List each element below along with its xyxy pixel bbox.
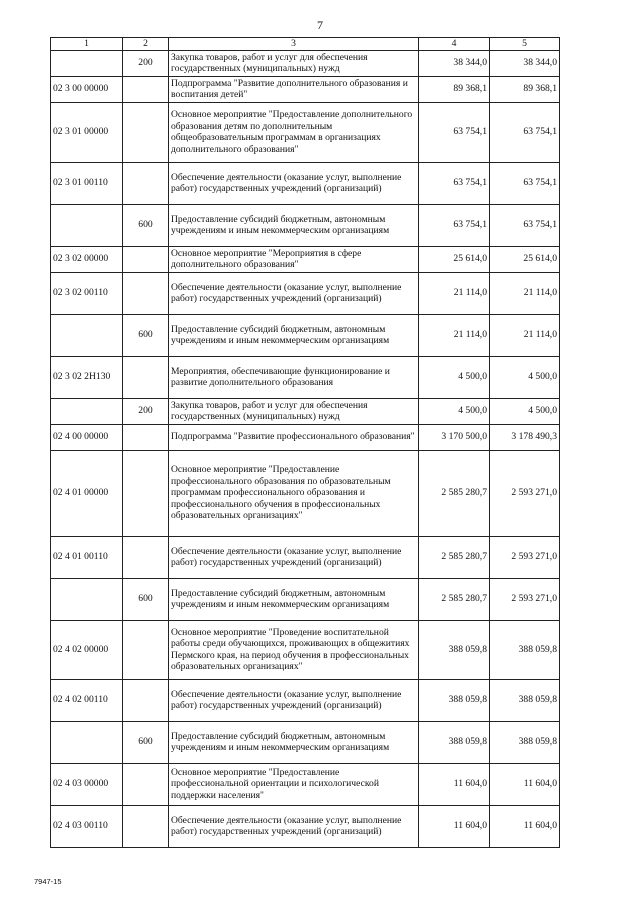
- row-amount-2: 21 114,0: [490, 314, 560, 356]
- row-code: 02 4 01 00000: [51, 450, 123, 536]
- row-name: Подпрограмма "Развитие дополнительного образования и воспитания детей": [169, 76, 419, 102]
- row-amount-1: 388 059,8: [419, 721, 490, 763]
- table-row: [51, 721, 560, 763]
- row-code: 02 3 01 00000: [51, 102, 123, 162]
- row-code: [51, 398, 123, 424]
- row-code: 02 4 01 00110: [51, 536, 123, 578]
- page-number: 7: [317, 18, 323, 32]
- row-amount-2: 4 500,0: [490, 356, 560, 398]
- row-amount-1: 21 114,0: [419, 272, 490, 314]
- table-row: [51, 102, 560, 162]
- row-amount-1: 3 170 500,0: [419, 424, 490, 450]
- row-name: Предоставление субсидий бюджетным, автономным учреждениям и иным некоммерческим организациям: [169, 314, 419, 356]
- row-amount-1: 11 604,0: [419, 763, 490, 805]
- row-amount-1: 38 344,0: [419, 50, 490, 76]
- row-expense-type: [123, 620, 169, 679]
- row-amount-2: 388 059,8: [490, 679, 560, 721]
- row-name: Мероприятия, обеспечивающие функционирование и развитие дополнительного образования: [169, 356, 419, 398]
- row-amount-2: 3 178 490,3: [490, 424, 560, 450]
- row-name: Обеспечение деятельности (оказание услуг, выполнение работ) государственных учреждений (организаций): [169, 272, 419, 314]
- row-expense-type: [123, 102, 169, 162]
- row-amount-1: 4 500,0: [419, 356, 490, 398]
- table-row: [51, 314, 560, 356]
- row-code: 02 4 02 00110: [51, 679, 123, 721]
- row-amount-1: 63 754,1: [419, 204, 490, 246]
- row-amount-2: 2 593 271,0: [490, 450, 560, 536]
- row-code: 02 4 02 00000: [51, 620, 123, 679]
- row-name: Обеспечение деятельности (оказание услуг, выполнение работ) государственных учреждений (организаций): [169, 162, 419, 204]
- row-amount-2: 4 500,0: [490, 398, 560, 424]
- row-amount-2: 11 604,0: [490, 763, 560, 805]
- row-name: Обеспечение деятельности (оказание услуг, выполнение работ) государственных учреждений (организаций): [169, 536, 419, 578]
- row-amount-1: 388 059,8: [419, 620, 490, 679]
- table-row: [51, 204, 560, 246]
- row-code: 02 3 01 00110: [51, 162, 123, 204]
- row-code: 02 4 03 00000: [51, 763, 123, 805]
- row-amount-1: 63 754,1: [419, 162, 490, 204]
- row-amount-2: 21 114,0: [490, 272, 560, 314]
- row-expense-type: [123, 246, 169, 272]
- row-expense-type: 200: [123, 398, 169, 424]
- row-expense-type: 600: [123, 204, 169, 246]
- row-code: [51, 314, 123, 356]
- row-expense-type: 600: [123, 314, 169, 356]
- footer-document-code: 7947-15: [34, 877, 62, 886]
- row-amount-1: 89 368,1: [419, 76, 490, 102]
- row-code: [51, 721, 123, 763]
- table-row: [51, 620, 560, 679]
- table-row: [51, 50, 560, 76]
- row-expense-type: 600: [123, 578, 169, 620]
- row-code: [51, 50, 123, 76]
- row-amount-2: 63 754,1: [490, 204, 560, 246]
- col-header-code: 1: [51, 38, 123, 51]
- row-name: Предоставление субсидий бюджетным, автономным учреждениям и иным некоммерческим организациям: [169, 204, 419, 246]
- row-name: Предоставление субсидий бюджетным, автономным учреждениям и иным некоммерческим организациям: [169, 578, 419, 620]
- row-expense-type: 200: [123, 50, 169, 76]
- row-name: Предоставление субсидий бюджетным, автономным учреждениям и иным некоммерческим организациям: [169, 721, 419, 763]
- row-name: Обеспечение деятельности (оказание услуг, выполнение работ) государственных учреждений (организаций): [169, 679, 419, 721]
- row-expense-type: [123, 356, 169, 398]
- row-amount-2: 2 593 271,0: [490, 578, 560, 620]
- row-amount-2: 388 059,8: [490, 721, 560, 763]
- row-amount-2: 388 059,8: [490, 620, 560, 679]
- table-header-row: [51, 38, 560, 51]
- row-amount-1: 21 114,0: [419, 314, 490, 356]
- row-expense-type: [123, 763, 169, 805]
- table-row: [51, 398, 560, 424]
- row-code: [51, 578, 123, 620]
- row-name: Основное мероприятие "Мероприятия в сфере дополнительного образования": [169, 246, 419, 272]
- table-row: [51, 450, 560, 536]
- row-expense-type: 600: [123, 721, 169, 763]
- row-amount-2: 63 754,1: [490, 162, 560, 204]
- row-amount-1: 388 059,8: [419, 679, 490, 721]
- table-row: [51, 424, 560, 450]
- row-expense-type: [123, 162, 169, 204]
- row-expense-type: [123, 805, 169, 847]
- col-header-amount-2: 5: [490, 38, 560, 51]
- table-row: [51, 162, 560, 204]
- row-name: Основное мероприятие "Проведение воспитательной работы среди обучающихся, проживающих в общежитиях Пермского края, на период обучения в профессиональных образовательных организациях": [169, 620, 419, 679]
- row-code: 02 3 02 00000: [51, 246, 123, 272]
- row-amount-2: 2 593 271,0: [490, 536, 560, 578]
- table-row: [51, 679, 560, 721]
- row-amount-1: 2 585 280,7: [419, 450, 490, 536]
- col-header-amount-1: 4: [419, 38, 490, 51]
- row-name: Основное мероприятие "Предоставление профессиональной ориентации и психологической поддержки населения": [169, 763, 419, 805]
- row-code: 02 3 02 00110: [51, 272, 123, 314]
- row-name: Основное мероприятие "Предоставление дополнительного образования детям по дополнительным общеобразовательным программам в организациях дополнительного образования": [169, 102, 419, 162]
- row-amount-2: 89 368,1: [490, 76, 560, 102]
- row-amount-2: 38 344,0: [490, 50, 560, 76]
- col-header-name: 3: [169, 38, 419, 51]
- table-row: [51, 272, 560, 314]
- row-code: 02 3 02 2Н130: [51, 356, 123, 398]
- row-expense-type: [123, 679, 169, 721]
- row-name: Подпрограмма "Развитие профессионального образования": [169, 424, 419, 450]
- row-amount-1: 63 754,1: [419, 102, 490, 162]
- row-amount-1: 2 585 280,7: [419, 578, 490, 620]
- table-row: [51, 246, 560, 272]
- row-code: 02 3 00 00000: [51, 76, 123, 102]
- table-row: [51, 763, 560, 805]
- row-name: Обеспечение деятельности (оказание услуг, выполнение работ) государственных учреждений (организаций): [169, 805, 419, 847]
- row-expense-type: [123, 424, 169, 450]
- row-amount-1: 4 500,0: [419, 398, 490, 424]
- table-row: [51, 356, 560, 398]
- table-row: [51, 76, 560, 102]
- table-row: [51, 578, 560, 620]
- row-code: 02 4 03 00110: [51, 805, 123, 847]
- row-expense-type: [123, 536, 169, 578]
- col-header-expense-type: 2: [123, 38, 169, 51]
- table-row: [51, 805, 560, 847]
- row-code: [51, 204, 123, 246]
- row-name: Закупка товаров, работ и услуг для обеспечения государственных (муниципальных) нужд: [169, 398, 419, 424]
- row-expense-type: [123, 76, 169, 102]
- budget-table: [50, 37, 560, 848]
- row-amount-2: 11 604,0: [490, 805, 560, 847]
- row-code: 02 4 00 00000: [51, 424, 123, 450]
- row-expense-type: [123, 272, 169, 314]
- table-row: [51, 536, 560, 578]
- row-amount-2: 63 754,1: [490, 102, 560, 162]
- row-name: Основное мероприятие "Предоставление профессионального образования по образовательным программам профессионального образования и профессионального обучения в профессиональных образовательных организациях": [169, 450, 419, 536]
- row-amount-1: 11 604,0: [419, 805, 490, 847]
- row-amount-2: 25 614,0: [490, 246, 560, 272]
- row-amount-1: 25 614,0: [419, 246, 490, 272]
- row-amount-1: 2 585 280,7: [419, 536, 490, 578]
- table-body: [51, 50, 560, 847]
- row-name: Закупка товаров, работ и услуг для обеспечения государственных (муниципальных) нужд: [169, 50, 419, 76]
- row-expense-type: [123, 450, 169, 536]
